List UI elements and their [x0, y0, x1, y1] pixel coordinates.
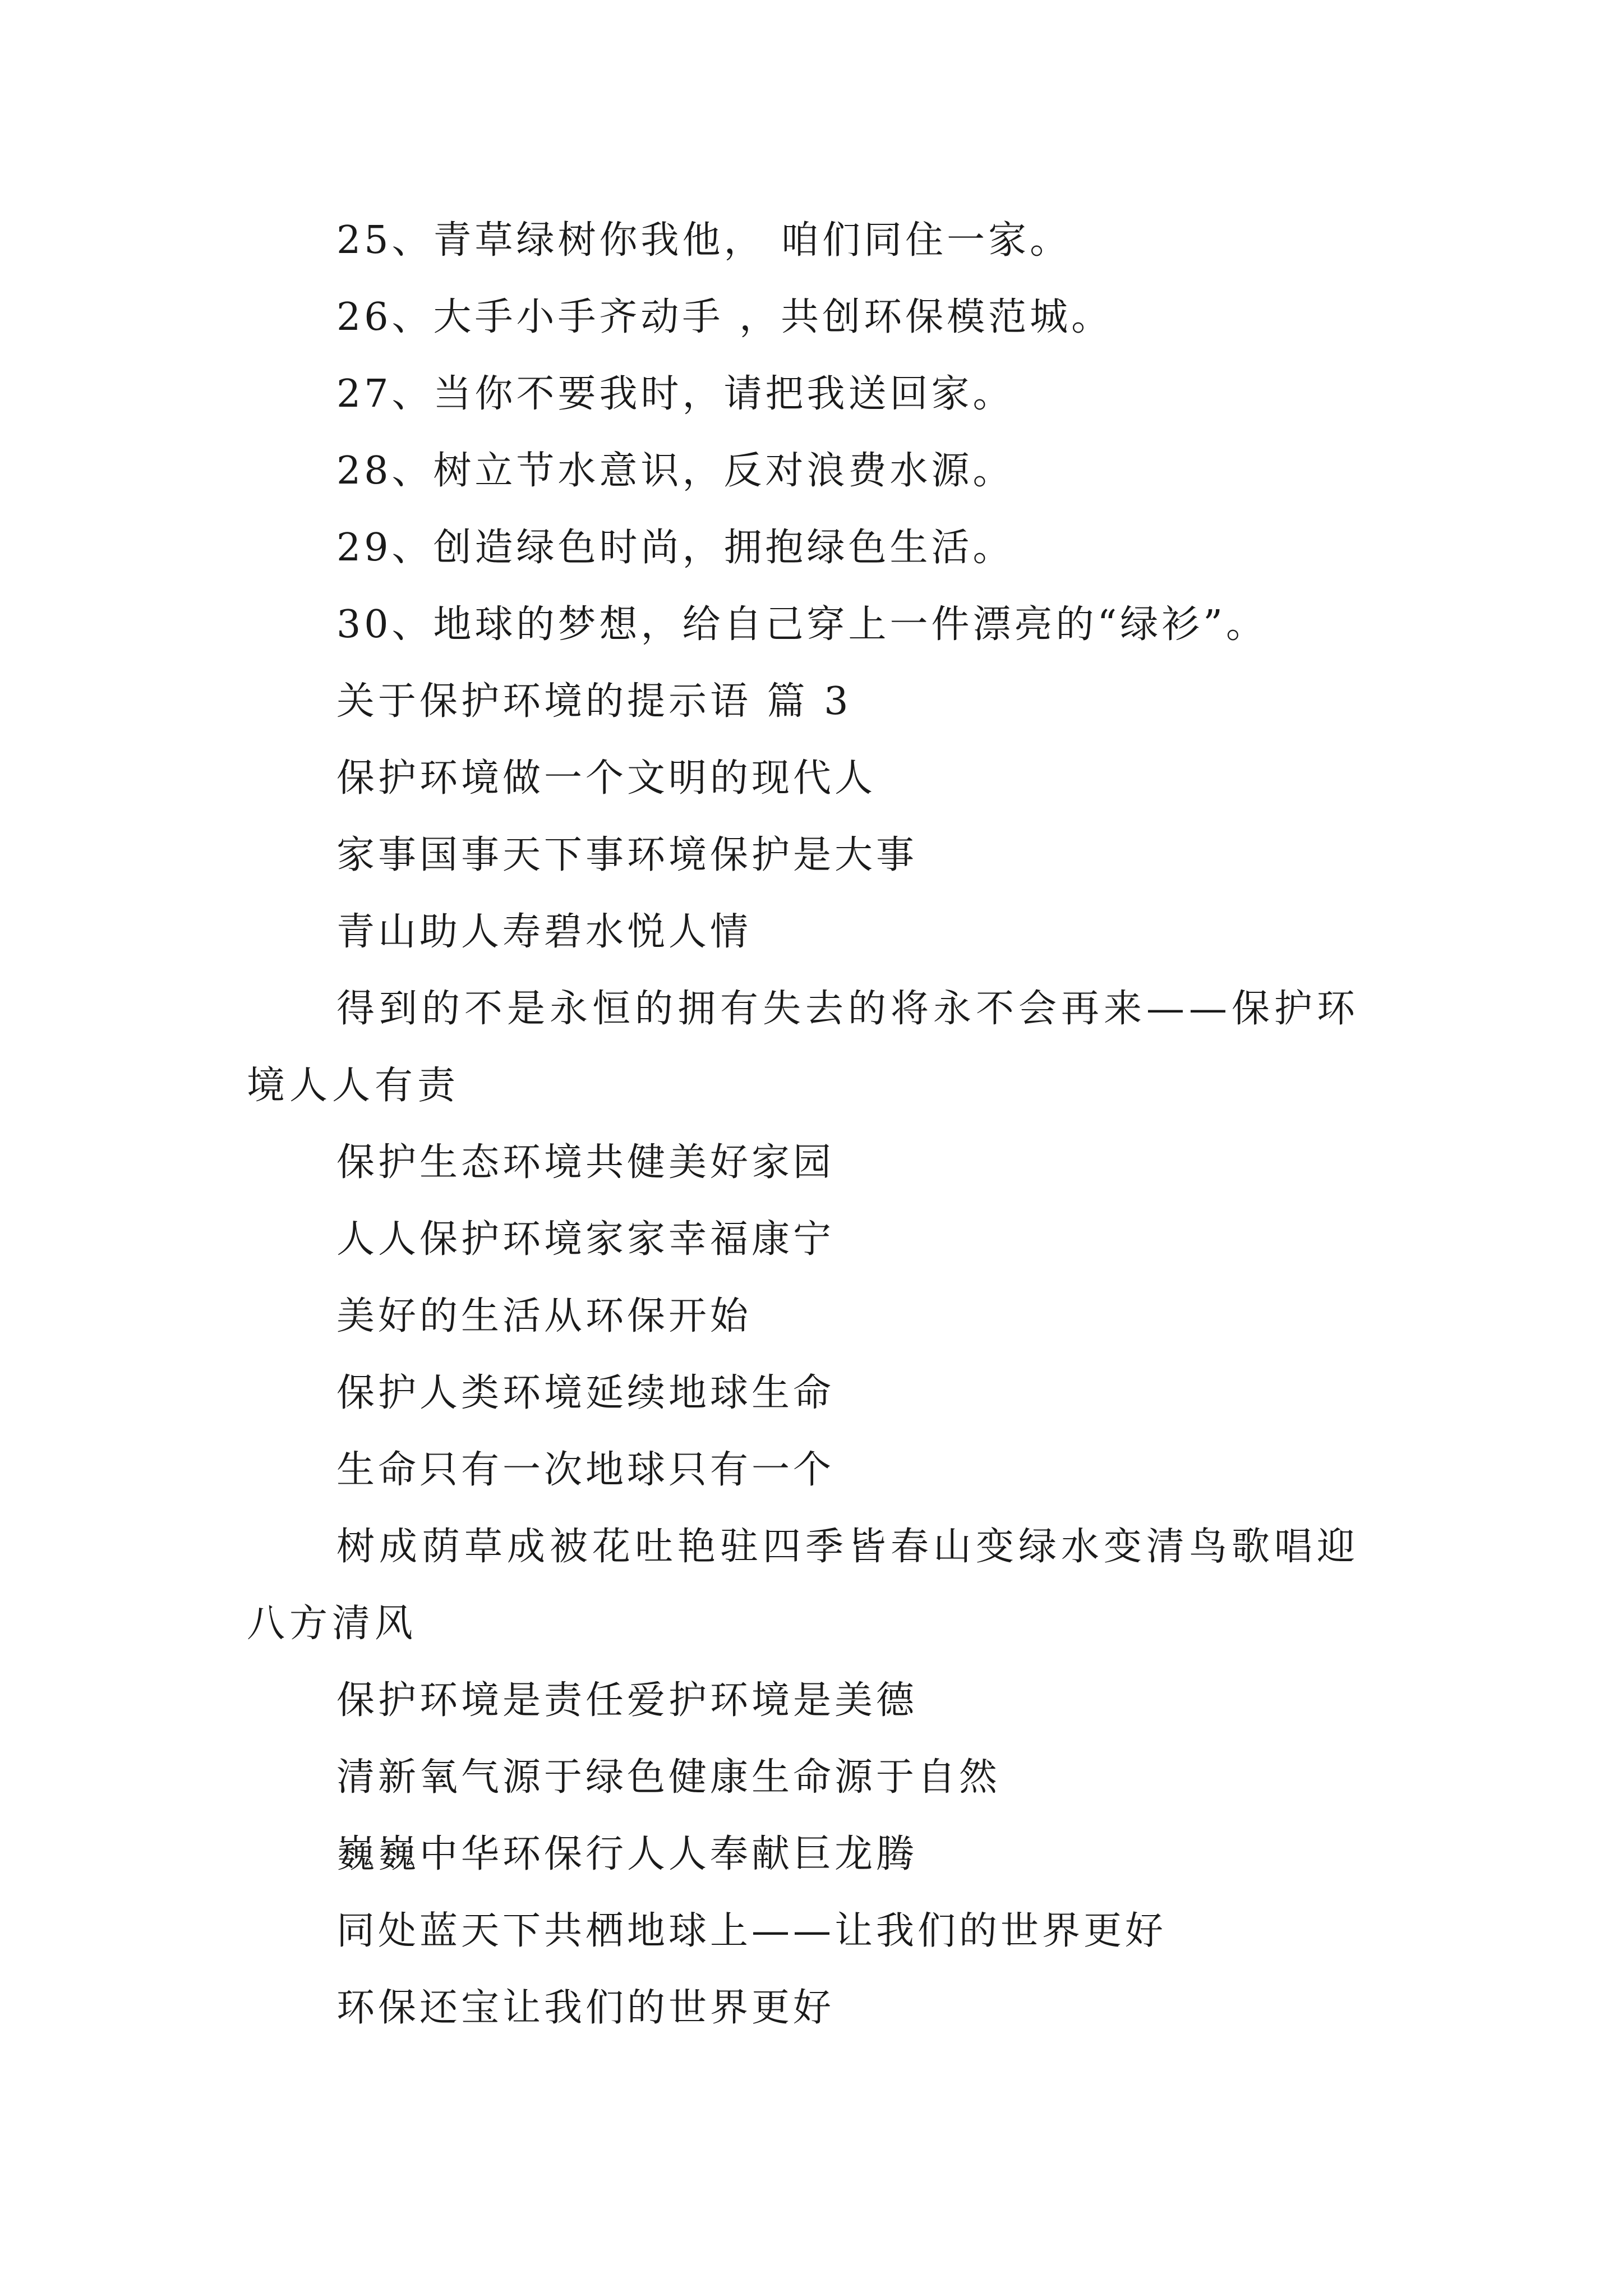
text-line: 保护人类环境延续地球生命: [336, 1371, 835, 1415]
text-line: 25、青草绿树你我他， 咱们同住一家。: [336, 218, 1072, 263]
text-line: 保护环境是责任爱护环境是美德: [336, 1678, 918, 1723]
text-line: 家事国事天下事环境保护是大事: [336, 833, 918, 877]
text-line: 29、创造绿色时尚，拥抱绿色生活。: [336, 526, 1015, 570]
text-paragraph: 树成荫草成被花吐艳驻四季皆春山变绿水变清鸟歌唱迎八方清风: [247, 1525, 1360, 1646]
text-line: 巍巍中华环保行人人奉献巨龙腾: [336, 1832, 918, 1876]
text-line: 同处蓝天下共栖地球上——让我们的世界更好: [336, 1909, 1167, 1953]
text-line: 清新氧气源于绿色健康生命源于自然: [336, 1755, 1001, 1800]
text-line: 28、树立节水意识，反对浪费水源。: [336, 449, 1015, 493]
text-paragraph: 得到的不是永恒的拥有失去的将永不会再来——保护环境人人有责: [247, 987, 1360, 1108]
text-line: 27、当你不要我时，请把我送回家。: [336, 372, 1015, 416]
document-body: [247, 202, 1396, 2046]
section-heading: 关于保护环境的提示语 篇 3: [336, 679, 852, 724]
text-line: 美好的生活从环保开始: [336, 1294, 752, 1338]
text-line: 环保还宝让我们的世界更好: [336, 1986, 835, 2030]
text-line: 保护生态环境共健美好家园: [336, 1140, 835, 1185]
text-line: 30、地球的梦想，给自己穿上一件漂亮的“绿衫”。: [336, 602, 1268, 647]
text-line: 青山助人寿碧水悦人情: [336, 910, 752, 954]
text-line: 26、大手小手齐动手 ，共创环保模范城。: [336, 295, 1113, 339]
text-line: 生命只有一次地球只有一个: [336, 1448, 835, 1492]
text-line: 保护环境做一个文明的现代人: [336, 756, 877, 800]
text-line: 人人保护环境家家幸福康宁: [336, 1217, 835, 1262]
